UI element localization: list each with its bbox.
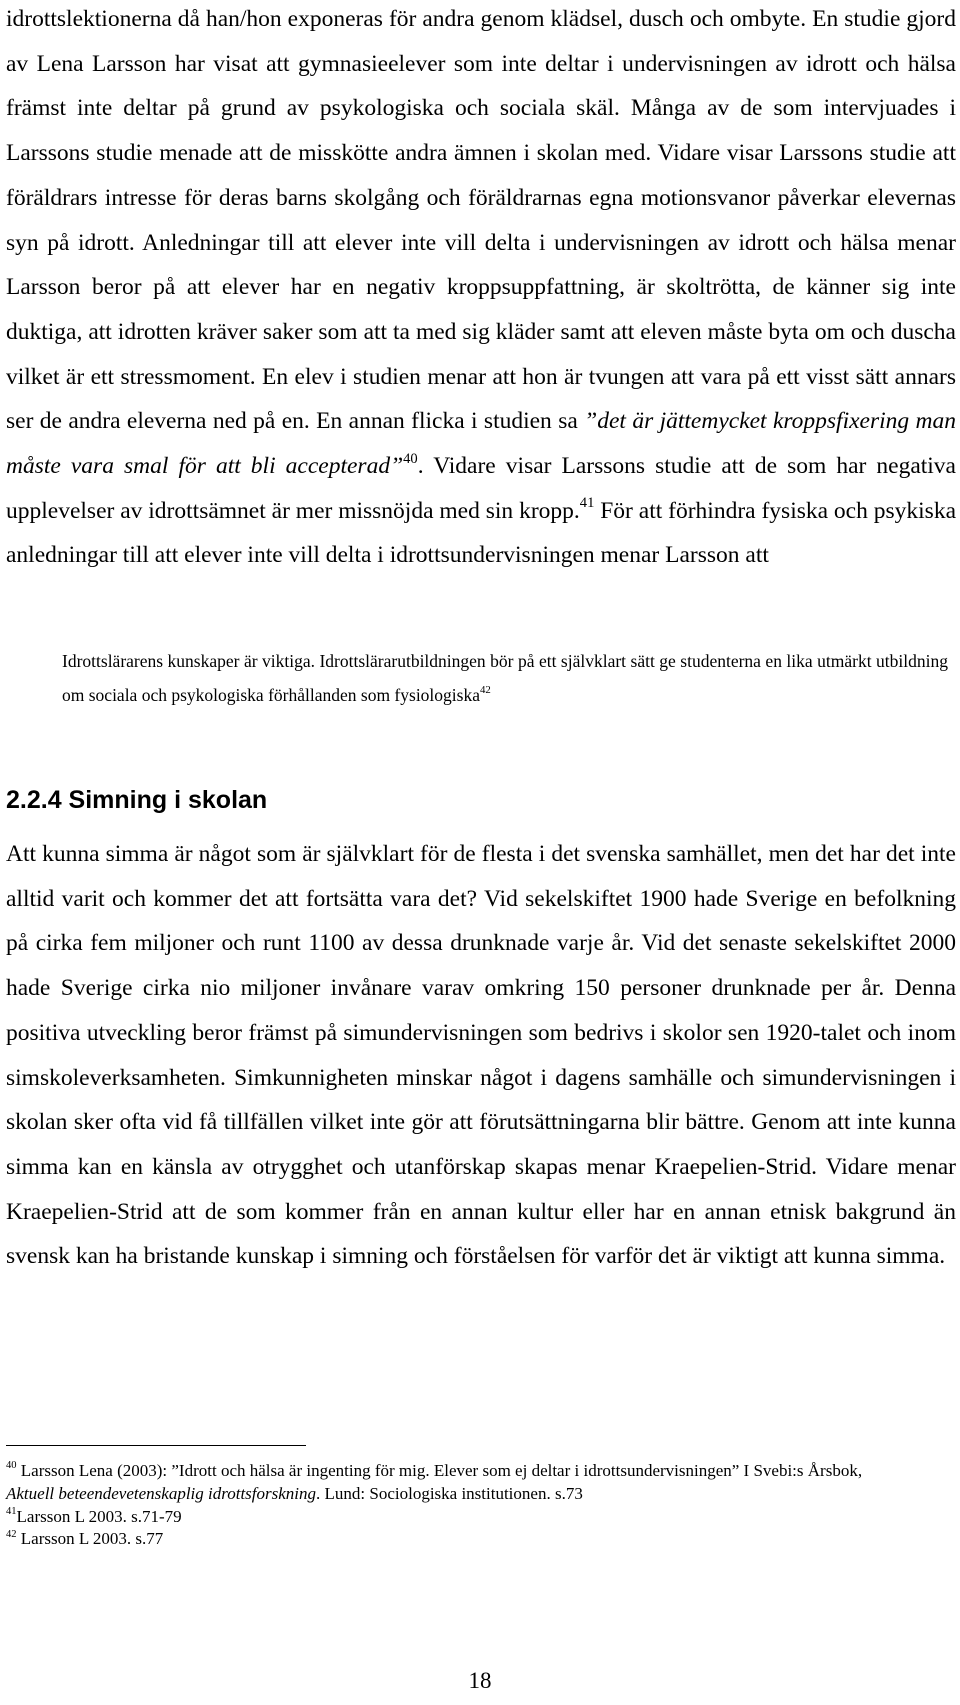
footnote-41	[6, 1506, 906, 1529]
student-quote: ”det är jättemycket kroppsfixering man måste vara smal för att bli accepterad”	[6, 408, 957, 480]
footnote-text: Larsson Lena (2003): ”Idrott och hälsa är ingenting för mig. Elever som ej deltar i idrottsundervisningen” I Svebi:s Årsbok,	[16, 1461, 863, 1480]
body-paragraph-swimming: Att kunna simma är något som är självklart för de flesta i det svenska samhället, men det har det inte alltid varit och kommer det att fortsätta vara det? Vid sekelskiftet 1900 hade Sverige en befolkning på cirka fem miljoner och runt 1100 av dessa drunknade varje år. Vid det senaste sekelskiftet 2000 hade Sverige cirka nio miljoner invånare varav omkring 150 personer drunknade per år. Denna positiva utveckling beror främst på simundervisningen som bedrivs i skolor sen 1920-talet och inom simskoleverksamheten. Simkunnigheten minskar något i dagens samhälle och simundervisningen i skolan sker ofta vid få tillfällen vilket inte gör att förutsättningarna blir bättre. Genom att inte kunna simma kan en känsla av otrygghet och utanförskap skapas menar Kraepelien-Strid. Vidare menar Kraepelien-Strid att de som kommer från en annan kultur eller har en annan etnisk bakgrund än svensk kan ha bristande kunskap i simning och förståelsen för varför det är viktigt att kunna simma.	[6, 841, 956, 1270]
block-quote-text: Idrottslärarens kunskaper är viktiga. Idrottslärarutbildningen bör på ett självklart sätt ge studenterna en lika utmärkt utbildning om sociala och psykologiska förhållanden som fysiologiska	[62, 651, 948, 705]
page-number: 18	[468, 1668, 492, 1693]
paragraph-text: . Vidare visar Larssons studie att de som har negativa upplevelser av idrottsämnet är mer missnöjda med sin kropp.	[6, 453, 956, 524]
footnote-42	[6, 1528, 906, 1551]
footnote-text: Larsson L 2003. s.77	[16, 1529, 164, 1549]
footnote-text: . Lund: Sociologiska institutionen. s.73	[316, 1483, 583, 1503]
footnote-ref-41: 41	[579, 495, 595, 512]
footnote-number: 40	[6, 1460, 17, 1472]
footnote-40	[6, 1460, 906, 1506]
footnote-divider	[6, 1445, 306, 1446]
body-paragraph-larsson-study	[6, 0, 956, 578]
footnote-number: 41	[6, 1505, 17, 1517]
footnotes	[6, 1460, 906, 1551]
footnote-ref-40: 40	[403, 450, 418, 467]
footnote-title: Aktuell beteendevetenskaplig idrottsforskning	[6, 1483, 317, 1503]
section-heading: 2.2.4 Simning i skolan	[6, 786, 268, 814]
block-quote	[62, 644, 948, 712]
footnote-text: Larsson L 2003. s.71-79	[16, 1506, 182, 1526]
footnote-ref-42: 42	[479, 684, 491, 697]
footnote-number: 42	[6, 1528, 17, 1540]
paragraph-text: idrottslektionerna då han/hon exponeras för andra genom klädsel, dusch och ombyte. En studie gjord av Lena Larsson har visat att gymnasieelever som inte deltar i undervisningen av idrott och hälsa främst inte deltar på grund av psykologiska och sociala skäl. Många av de som intervjuades i Larssons studie menade att de misskötte andra ämnen i skolan med. Vidare visar Larssons studie att föräldrars intresse för deras barns skolgång och föräldrarnas egna motionsvanor påverkar elevernas syn på idrott. Anledningar till att elever inte vill delta i undervisningen av idrott och hälsa menar Larsson beror på att elever har en negativ kroppsuppfattning, är skoltrötta, de känner sig inte duktiga, att idrotten kräver saker som att ta med sig kläder samt att eleven måste byta om och duscha vilket är ett stressmoment. En elev i studien menar att hon är tvungen att vara på ett visst sätt annars ser de andra eleverna ned på en. En annan flicka i studien sa	[6, 6, 956, 435]
paragraph-text: För att förhindra fysiska och psykiska anledningar till att elever inte vill delta i idrottsundervisningen menar Larsson att	[6, 497, 957, 569]
